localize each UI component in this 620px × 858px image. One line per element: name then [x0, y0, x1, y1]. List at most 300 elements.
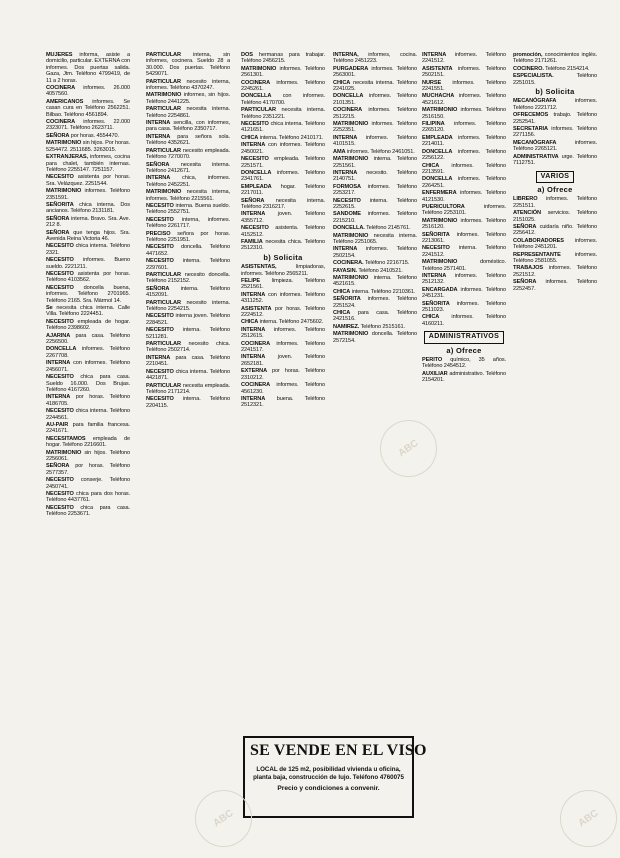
ad-text: informes. Teléfono 2251524.	[333, 296, 417, 309]
ad-keyword: INTERNA	[422, 273, 447, 279]
classified-ad	[46, 360, 130, 373]
ad-text: informes. Teléfono 2512132.	[422, 273, 506, 286]
ad-text: necesita interna. Teléfono 2316217.	[241, 197, 325, 210]
ad-keyword: OFRECEMOS	[513, 112, 549, 119]
ad-keyword: EXTRANJERAS,	[46, 154, 89, 161]
ad-text: informes. Teléfono 2253217.	[333, 183, 417, 197]
ad-keyword: LIBRERO	[513, 196, 538, 203]
classified-ad	[146, 383, 230, 396]
ad-text: buena. Teléfono 2512321.	[241, 395, 325, 409]
ad-keyword: ENFERMERA	[422, 190, 457, 197]
ad-text: informes. Teléfono 2581055.	[513, 251, 597, 264]
classified-ad	[146, 106, 230, 119]
classified-ad	[422, 301, 506, 314]
classified-ad	[513, 210, 597, 223]
ad-text: informes. Teléfono 2516120.	[422, 217, 506, 231]
ad-text: chica interna. Teléfono 4121651.	[241, 121, 325, 134]
classified-ad	[146, 189, 230, 202]
ad-keyword: DONCELLA	[422, 148, 453, 155]
ad-keyword: INTERNA	[333, 134, 358, 141]
ad-keyword: COCINERO.	[513, 65, 544, 72]
ad-text: con informes. Teléfono 4311252.	[241, 291, 325, 305]
ad-keyword: SEÑORA	[513, 223, 537, 230]
ad-text: necesito interna, informes. Teléfono 4370247.	[146, 78, 230, 92]
ad-keyword: NECESITO	[241, 121, 269, 128]
ad-keyword: MATRIMONIO	[46, 140, 82, 147]
ad-text: doncella. Teléfono 2572154.	[333, 331, 417, 344]
ad-keyword: MATRIMONIO	[146, 189, 182, 196]
classified-ad	[422, 259, 506, 272]
classified-ad	[422, 52, 506, 65]
column-1	[46, 52, 130, 519]
ad-text: conserje. Teléfono 2450741.	[46, 477, 130, 490]
ad-keyword: SEÑORA	[46, 463, 70, 470]
classified-ad	[513, 126, 597, 139]
ad-text: Teléfono 2216715.	[363, 260, 410, 267]
classified-ad	[46, 374, 130, 393]
ad-keyword: MATRIMONIO	[333, 121, 369, 128]
ad-text: informes. Teléfono 2512615.	[241, 326, 325, 340]
ad-text: hogar. Teléfono 2217011.	[241, 183, 325, 197]
ad-keyword: AJARINA	[46, 332, 71, 339]
ad-keyword: INTERNA	[241, 354, 266, 361]
ad-text: urge. Teléfono 7112751.	[513, 153, 597, 167]
classified-ad	[241, 319, 325, 325]
ad-keyword: FAYASIN.	[333, 267, 357, 274]
ad-text: para señora sola. Teléfono 4352621.	[146, 133, 230, 147]
ad-text: por horas. Teléfono 2577357.	[46, 463, 130, 476]
ad-text: interna. Bravo. Sra. Ave. 212 8.	[46, 215, 130, 229]
ad-keyword: TRABAJOS	[513, 265, 543, 272]
ad-text: necesita chica. Teléfono 2512310.	[241, 238, 325, 252]
ad-text: informes. Teléfono 2351591.	[46, 188, 130, 201]
classified-ad	[422, 107, 506, 120]
ad-text: señora por horas. Teléfono 2251951.	[146, 230, 230, 243]
ad-text: Teléfono 2154214.	[543, 65, 590, 72]
classified-ad	[241, 198, 325, 211]
section-heading: VARIOS	[536, 171, 575, 183]
classified-ad	[422, 357, 506, 370]
ad-text: chica interna. Teléfono 2244561.	[46, 408, 130, 421]
ad-keyword: PRECISO	[146, 230, 171, 237]
ad-keyword: NECESITO	[146, 258, 174, 265]
classified-ad	[241, 278, 325, 291]
ad-keyword: NECESITO	[333, 197, 361, 204]
watermark-stamp: ABC	[369, 409, 448, 488]
classified-ad	[422, 149, 506, 162]
ad-text: sencilla, con informes, para casa. Teléfono 2350717.	[146, 120, 230, 133]
classified-ad	[46, 99, 130, 118]
classified-ad	[46, 188, 130, 201]
classified-ad	[333, 275, 417, 288]
ad-keyword: NECESITO	[46, 271, 74, 277]
ad-keyword: PARTICULAR	[146, 106, 181, 113]
classified-ad	[46, 257, 130, 270]
classified-ad	[333, 211, 417, 224]
ad-keyword: NECESITO	[241, 156, 269, 163]
ad-keyword: MATRIMONIO	[333, 275, 369, 281]
ad-text: informes. Teléfono 2241551.	[422, 79, 506, 93]
classified-ad	[46, 154, 130, 173]
ad-keyword: PURGADERA	[333, 65, 369, 72]
ad-keyword: REPRESENTANTE	[513, 251, 561, 258]
ad-text: chica interna. Teléfono 2321.	[46, 243, 130, 256]
classified-ad	[513, 140, 597, 153]
classified-ad	[146, 327, 230, 340]
ad-text: asistenta por horas. Sra. Velázquez. 2251544.	[46, 174, 130, 187]
classified-ad	[241, 306, 325, 319]
ad-keyword: SEÑORITA	[333, 296, 361, 303]
ad-text: informes. Teléfono 2271156.	[513, 126, 597, 139]
ad-keyword: MATRIMONIO	[333, 156, 369, 163]
ad-keyword: COCINERA	[241, 382, 271, 389]
classified-ad	[146, 231, 230, 244]
classified-ad	[333, 331, 417, 344]
classified-ad	[146, 286, 230, 299]
ad-text: interna. Teléfono 2297601.	[146, 258, 230, 271]
classified-ad	[422, 176, 506, 189]
ad-text: interna. Buena sueldo. Teléfono 2552751.	[146, 202, 230, 216]
classified-ad	[333, 296, 417, 309]
ad-keyword: PARTICULAR	[146, 299, 181, 306]
ad-text: Teléfono 2145761.	[364, 225, 411, 232]
ad-keyword: ENCARGADA	[422, 286, 458, 293]
ad-keyword: INTERNA	[146, 120, 171, 127]
classified-ad	[146, 355, 230, 368]
classified-ad	[146, 162, 230, 175]
classified-ad	[146, 272, 230, 285]
ad-keyword: NECESITO	[46, 374, 74, 381]
ad-text: informes. 26.000 4057560.	[46, 85, 130, 98]
ad-keyword: SEÑORITA	[422, 231, 450, 238]
ad-text: necesita interna. Teléfono 2351221.	[241, 107, 325, 120]
classified-ad	[146, 300, 230, 313]
classified-ad	[422, 232, 506, 245]
watermark-stamp: ABC	[549, 779, 620, 858]
real-estate-ad-box	[243, 736, 427, 818]
ad-keyword: AU-PAIR	[46, 421, 69, 428]
ad-keyword: MATRIMONIO	[333, 232, 369, 239]
ad-keyword: MATRIMONIO	[422, 217, 458, 224]
ad-keyword: DONCELLA	[241, 169, 272, 176]
ad-keyword: COCINERA	[241, 340, 271, 347]
classified-ad	[333, 121, 417, 134]
ad-keyword: AUXILIAR	[422, 370, 448, 377]
classified-ad	[241, 80, 325, 93]
ad-keyword: NECESITO	[46, 491, 74, 497]
classified-ad	[333, 233, 417, 246]
ad-text: informes. Se casan cura en Teléfono 2562251. Bilbao. Teléfono 4561894.	[46, 98, 130, 118]
ad-keyword: FELIPE	[241, 278, 260, 284]
ad-text: asistenta por horas. Teléfono 4103562.	[46, 271, 130, 284]
classified-ad	[146, 79, 230, 92]
classified-ad	[46, 505, 130, 518]
ad-text: chica interna. Teléfono 4421871.	[146, 368, 230, 382]
classified-ad	[46, 271, 130, 284]
ad-text: informes. Teléfono 2516150.	[422, 107, 506, 120]
ad-text: empleada de hogar. Teléfono 2216601.	[46, 435, 130, 449]
ad-text: informes. Teléfono 2252351.	[333, 121, 417, 134]
classified-ad	[46, 216, 130, 229]
classified-ad	[146, 134, 230, 147]
ad-text: por horas. Teléfono 2310212.	[241, 368, 325, 381]
ad-text: por horas. 4554470.	[69, 132, 119, 139]
ad-keyword: MATRIMONIO	[46, 188, 82, 195]
ad-text: chica para casa. Teléfono 2253671.	[46, 504, 130, 518]
classified-ad	[513, 224, 597, 237]
classified-ad	[46, 450, 130, 463]
classified-ad	[333, 260, 417, 266]
ad-keyword: SEÑORA	[146, 285, 170, 292]
classified-ad	[146, 148, 230, 161]
ad-keyword: ESPECIALISTA.	[513, 73, 554, 80]
ad-keyword: ASISTENTAS,	[241, 264, 277, 271]
ad-text: informes. Teléfono 2252457.	[513, 279, 597, 292]
ad-keyword: SEÑORA	[146, 161, 170, 168]
classified-ad	[146, 341, 230, 354]
ad-keyword: CHICA	[241, 319, 259, 326]
classified-ad	[333, 135, 417, 148]
classified-ad	[241, 396, 325, 409]
classified-ad	[333, 289, 417, 295]
classified-ad	[146, 217, 230, 230]
ad-text: conocimientos inglés. Teléfono 2171261.	[513, 52, 597, 65]
ad-text: informes. Teléfono 2241517.	[241, 340, 325, 354]
ad-keyword: CHICA	[333, 79, 351, 86]
ad-text: interna. Teléfono 2252615.	[333, 197, 417, 210]
subsection-heading: a) Ofrece	[537, 184, 573, 194]
ad-text: informes. Teléfono 2502154.	[333, 246, 417, 259]
ad-keyword: NECESITO	[146, 327, 174, 334]
ad-text: interna, sin informes, cocinera. Sueldo 28 a 30.000. Dos puertas. Teléfono 5429071.	[146, 52, 230, 78]
ad-text: informes. Teléfono 2214011.	[422, 134, 506, 148]
ad-keyword: INTERNA	[241, 395, 266, 402]
classified-ad	[513, 265, 597, 278]
ad-keyword: CHICA	[422, 314, 440, 321]
ad-text: informes. Teléfono 2215210.	[333, 211, 417, 224]
ad-text: interna joven. Teléfono 2284521.	[146, 313, 230, 326]
ad-text: limpiadoras, informes. Teléfono 2565211.	[241, 264, 325, 277]
ad-text: chica, informes. Teléfono 2452251.	[146, 175, 230, 188]
ad-text: informes. Teléfono 2341761.	[241, 169, 325, 183]
column-5	[422, 52, 506, 385]
ad-keyword: INTERNA	[46, 360, 71, 367]
ad-keyword: SEÑORA	[241, 197, 265, 204]
ad-text: informes. Teléfono 2213061.	[422, 231, 506, 244]
ad-text: informa, asiste a domicilio, particular. EXTERNA con informes. Dos puertas salida. Gaza, Jtm. Teléfono 4799419, de 11 a 2 horas.	[46, 52, 130, 84]
ad-text: con informes. Teléfono 2450021.	[241, 142, 325, 155]
ad-keyword: SEÑORA	[513, 279, 537, 286]
ad-text: informes. Bueno sueldo. 2221211.	[46, 257, 130, 270]
classified-ad	[46, 394, 130, 407]
ad-text: interna. Teléfono 5211281.	[146, 327, 230, 340]
classified-ad	[513, 98, 597, 111]
classified-ad	[333, 66, 417, 79]
ad-text: informes. Teléfono 2256122.	[422, 148, 506, 162]
ad-text: informes. Teléfono 2245261.	[241, 79, 325, 93]
ad-text: informes. Teléfono 4121530.	[422, 190, 506, 203]
classified-ad	[422, 135, 506, 148]
ad-text: por horas. Teléfono 2224512.	[241, 305, 325, 319]
classified-ad	[46, 305, 130, 318]
ad-keyword: NECESITO	[146, 216, 174, 223]
ad-text: interna. Teléfono 4521615.	[333, 275, 417, 288]
ad-text: interna. Teléfono 4152091.	[146, 285, 230, 299]
ad-text: necesita interna. Teléfono 2254861.	[146, 106, 230, 119]
classified-ad	[46, 346, 130, 359]
ad-keyword: PARTICULAR	[146, 382, 181, 389]
watermark-stamp: ABC	[184, 779, 263, 858]
ad-keyword: INTERNA,	[333, 52, 359, 58]
classified-ad	[422, 121, 506, 134]
ad-keyword: PARTICULAR	[146, 272, 181, 278]
classified-ad	[46, 285, 130, 304]
classified-ad	[513, 52, 597, 65]
ad-text: necesita chica interna. Calle Villa. Teléfono 2224451.	[46, 305, 130, 318]
ad-text: informes. Teléfono 2251511.	[513, 196, 597, 209]
ad-text: limpieza. Teléfono 2521561.	[241, 278, 325, 291]
ad-text: para familia francesa. 2241671.	[46, 421, 130, 435]
ad-keyword: MATRIMONIO	[46, 449, 82, 456]
ad-keyword: INTERNA	[333, 169, 358, 176]
classified-ad	[422, 204, 506, 217]
ad-text: trabajo. Teléfono 2252541.	[513, 112, 597, 125]
ad-text: informes. Teléfono 2561301.	[241, 65, 325, 79]
ad-keyword: MATRIMONIO	[241, 65, 277, 72]
ad-text: Teléfono 2515161.	[359, 323, 405, 330]
ad-keyword: MUCHACHA	[422, 93, 455, 100]
ad-text: para casa. Teléfono 2256500.	[46, 332, 130, 346]
ad-text: empleada. Teléfono 2251571.	[241, 156, 325, 169]
ad-text: informes. Teléfono 2241512.	[422, 52, 506, 65]
ad-text: interna. Teléfono 2204115.	[146, 396, 230, 409]
subsection-heading: a) Ofrece	[446, 345, 482, 355]
classified-ad	[333, 268, 417, 274]
ad-keyword: INTERNA	[422, 52, 447, 58]
classified-ad	[241, 239, 325, 252]
column-6	[513, 52, 597, 293]
classified-ad	[422, 190, 506, 203]
classified-ad	[333, 246, 417, 259]
ad-text: interna. Teléfono 2241512.	[422, 245, 506, 258]
ad-text: necesito doncella. Teléfono 2152152.	[146, 272, 230, 285]
ad-text: informes. Teléfono 2521512.	[513, 265, 597, 278]
ad-keyword: NECESITO	[46, 243, 74, 250]
classified-ad	[513, 238, 597, 251]
ad-keyword: INTERNA	[241, 142, 266, 149]
classified-ad	[46, 230, 130, 243]
ad-keyword: DONCELLA	[46, 346, 77, 353]
ad-text: doncella. Teléfono 4471652.	[146, 244, 230, 257]
ad-text: joven. Teléfono 4355712.	[241, 211, 325, 224]
ad-keyword: PARTICULAR	[146, 147, 181, 154]
ad-keyword: DONCELLA.	[333, 225, 365, 232]
classified-ad	[333, 225, 417, 231]
ad-keyword: PARTICULAR	[146, 52, 181, 58]
ad-text: informes. Teléfono 2253101.	[422, 203, 506, 217]
ad-text: informes. Teléfono 2451231.	[422, 286, 506, 300]
classified-ad	[422, 93, 506, 106]
ad-text: interna. Teléfono 2251561.	[333, 156, 417, 169]
classified-ad	[241, 184, 325, 197]
ad-keyword: CHICA	[241, 134, 259, 141]
ad-keyword: promoción,	[513, 52, 543, 58]
ad-keyword: SEÑORA	[46, 229, 70, 236]
ad-keyword: FORMOSA	[333, 183, 361, 190]
ad-keyword: COLABORADORES	[513, 237, 564, 244]
ad-keyword: NECESITO	[146, 313, 174, 320]
ad-keyword: COCINERA	[46, 119, 76, 126]
ad-keyword: MATRIMONIO	[422, 259, 458, 266]
ad-text: informes. Teléfono 4160211.	[422, 314, 506, 327]
classified-ad	[46, 477, 130, 490]
classified-ad	[46, 333, 130, 346]
ad-text: informes. Teléfono 2264251.	[422, 176, 506, 189]
classified-ad	[46, 133, 130, 139]
ad-keyword: Se	[46, 305, 53, 312]
ad-text: joven. Teléfono 2652181.	[241, 354, 325, 367]
ad-keyword: ADMINISTRATIVA	[513, 153, 559, 160]
ad-keyword: PARTICULAR	[146, 341, 181, 348]
ad-text: chica para casa. Sueldo 16.000. Dos Brujas. Teléfono 4167260.	[46, 374, 130, 393]
classified-ad	[46, 174, 130, 187]
ad-keyword: INTERNA	[146, 354, 171, 361]
classified-ad	[46, 119, 130, 132]
classified-ad	[333, 149, 417, 155]
classified-ad	[146, 369, 230, 382]
classified-ad	[422, 80, 506, 93]
classified-ad	[46, 140, 130, 153]
section-box	[513, 171, 597, 183]
ad-keyword: INTERNA	[333, 246, 358, 253]
ad-text: informes. 22.000 2323071. Teléfono 2623711.	[46, 119, 130, 132]
subsection-heading: b) Solicita	[535, 87, 575, 97]
ad-text: interna, informes. Teléfono 2261717.	[146, 216, 230, 230]
classified-ad	[422, 273, 506, 286]
ad-text: que tenga hijos. Sra. Avenida Reina Victoria 46.	[46, 229, 130, 242]
ad-keyword: CHICA	[333, 310, 351, 317]
classified-ad	[241, 341, 325, 354]
ad-keyword: SEÑORITA	[46, 201, 74, 208]
ad-text: informes. Teléfono 2511023.	[422, 300, 506, 314]
ad-title: SE VENDE EN EL VISO	[250, 742, 427, 759]
ad-text: Teléfono 2410521.	[356, 267, 403, 274]
ad-text: con informes. Teléfono 4170700.	[241, 93, 325, 106]
ad-keyword: CHICA	[422, 162, 440, 169]
classified-ad	[46, 319, 130, 332]
classified-ad	[146, 120, 230, 133]
ad-keyword: MECANÓGRAFA	[513, 98, 557, 105]
ad-keyword: SECRETARIA	[513, 126, 548, 133]
ad-text: necesita interna, informes. Teléfono 2215561.	[146, 189, 230, 202]
ad-keyword: FILIPINA	[422, 121, 445, 128]
ad-text: informes. Teléfono 2563001.	[333, 65, 417, 79]
ad-keyword: NECESITO	[46, 257, 74, 264]
ad-text: necesito. Teléfono 2140751.	[333, 169, 417, 183]
ad-text: cuidaría niño. Teléfono 2256412.	[513, 223, 597, 237]
ad-text: para casa. Teléfono 2421516.	[333, 310, 417, 323]
classified-ad	[46, 491, 130, 504]
column-3	[241, 52, 325, 742]
ad-text: interna. Teléfono 2475602.	[258, 319, 324, 326]
classified-ad	[146, 244, 230, 257]
classified-ad	[513, 66, 597, 72]
ad-keyword: ATENCIÓN	[513, 210, 541, 217]
classified-ad	[241, 121, 325, 134]
ad-keyword: MECANÓGRAFA	[513, 139, 557, 146]
classified-ad	[241, 107, 325, 120]
ad-text: necesito chica. Teléfono 2502714.	[146, 341, 230, 354]
